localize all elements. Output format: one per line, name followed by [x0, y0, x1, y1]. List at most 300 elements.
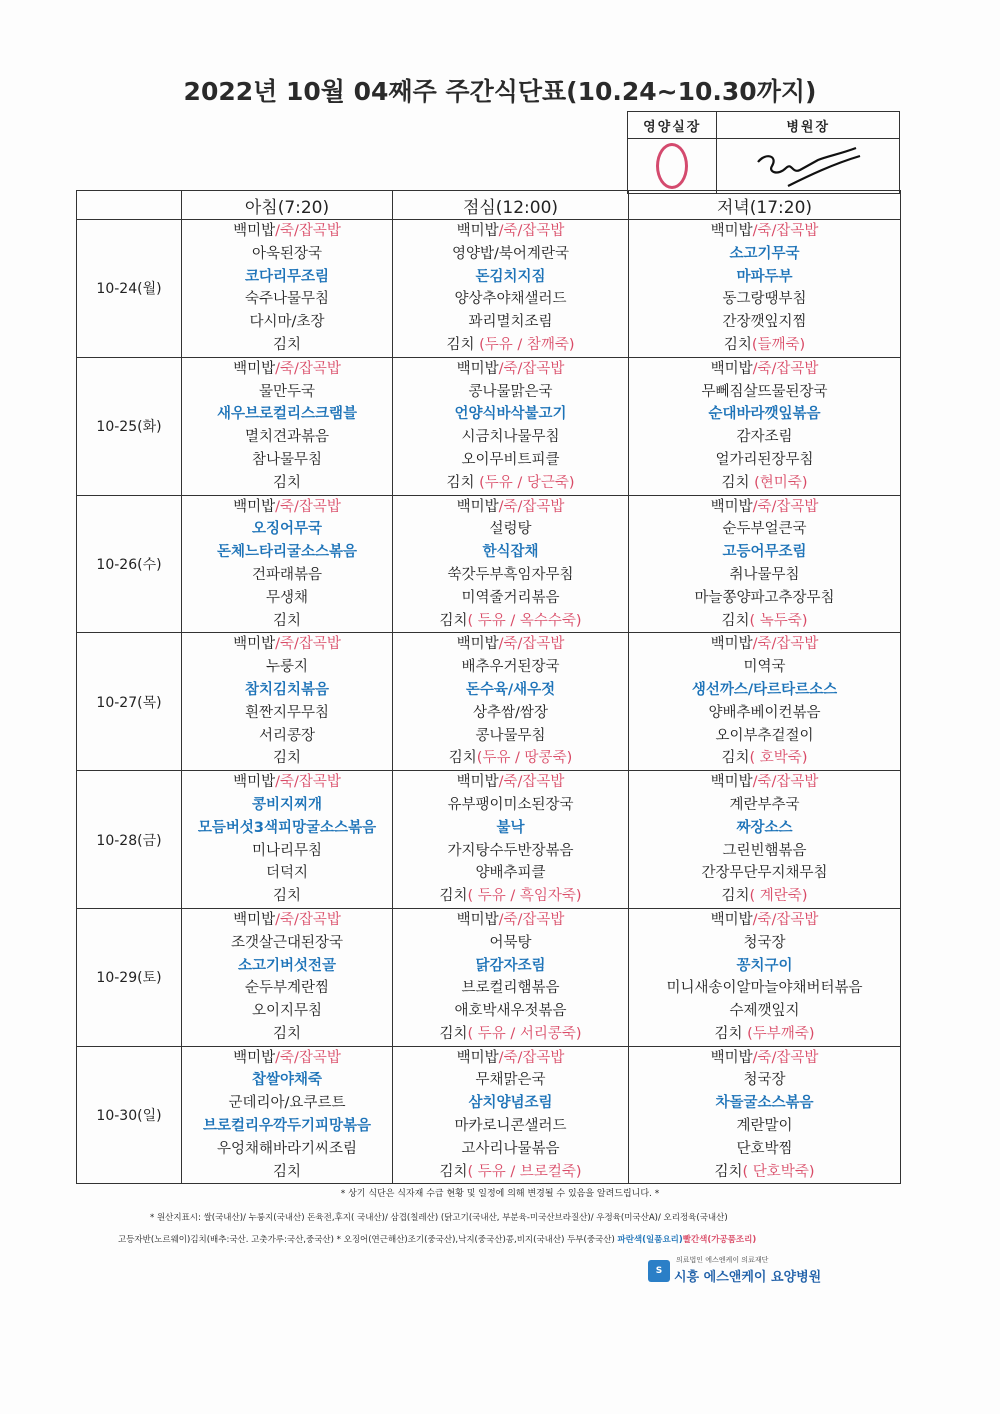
- approval-nutrition-label: 영양실장: [628, 112, 717, 139]
- menu-item-text: 백미밥: [456, 1049, 499, 1066]
- menu-item: [182, 1069, 392, 1092]
- menu-item-text: 흰짠지무무침: [244, 704, 330, 721]
- menu-item: [182, 955, 392, 978]
- menu-item: [393, 747, 628, 770]
- header-dinner: 저녁(17:20): [629, 191, 901, 220]
- menu-item: [393, 610, 628, 633]
- dinner-cell: [629, 220, 901, 358]
- menu-item-text: 무생채: [265, 589, 309, 606]
- menu-item-text: 백미밥: [710, 223, 753, 239]
- menu-item-text: 오이지무침: [251, 1003, 323, 1020]
- menu-item-text: 김치: [723, 336, 752, 353]
- origin-line-1: * 원산지표시: 쌀(국내산)/ 누룽지(국내산) 돈육전,후지( 국내산)/ 삼겹(칠레산) (닭고기(국내산, 부분육-미국산브라질산)/ 우정육(미국산A)/ 오리정육(국내산): [150, 1213, 728, 1223]
- logo-subtitle: 의료법인 에스엔케이 의료재단: [676, 1256, 769, 1264]
- menu-item-text: 참나물무침: [251, 451, 323, 468]
- menu-item: [393, 955, 628, 978]
- menu-item-text: 브로컬리햄볶음: [461, 980, 560, 997]
- menu-item-text: 김치: [714, 1025, 748, 1042]
- menu-item: [393, 932, 628, 955]
- menu-item-text: 조갯살근대된장국: [230, 934, 344, 951]
- menu-item-text: 마카로니콘샐러드: [454, 1118, 567, 1135]
- menu-item: [393, 266, 628, 289]
- menu-item-text: 간장무단무지채무침: [701, 865, 828, 882]
- menu-item-text: 어묵탕: [489, 934, 532, 951]
- menu-item-text: 백미밥: [456, 911, 499, 928]
- menu-item: [629, 381, 900, 404]
- signature-icon: [748, 142, 868, 190]
- menu-item-text: 김치: [721, 750, 750, 767]
- menu-item-text: (현미죽): [754, 474, 808, 491]
- menu-item: [629, 1000, 900, 1023]
- menu-item-text: /죽/잡곡밥: [275, 636, 341, 653]
- menu-item: [182, 334, 392, 357]
- menu-item: [393, 288, 628, 311]
- menu-item-text: 한식잡채: [482, 544, 539, 561]
- menu-item-text: ( 계란죽): [749, 888, 808, 905]
- menu-item: [629, 1161, 900, 1184]
- menu-item-text: 미니새송이알마늘야채버터볶음: [666, 980, 863, 997]
- menu-item: [182, 885, 392, 908]
- menu-item: [629, 1069, 900, 1092]
- logo-name: 시흥 에스앤케이 요양병원: [674, 1270, 822, 1285]
- menu-item: [182, 403, 392, 426]
- menu-item-text: 김치: [439, 612, 468, 629]
- menu-item: [629, 496, 900, 519]
- menu-item-text: 소고기버섯전골: [237, 957, 337, 974]
- day-row: [77, 633, 901, 771]
- menu-item-text: 숙주나물무침: [244, 291, 330, 308]
- menu-item-text: 오징어무국: [251, 521, 323, 538]
- menu-item: [629, 656, 900, 679]
- menu-item: [629, 747, 900, 770]
- menu-item-text: (두유 / 당근죽): [479, 474, 575, 491]
- menu-item-text: 브로컬리우깍두기피망볶음: [202, 1118, 372, 1135]
- dinner-cell: [629, 495, 901, 633]
- lunch-cell: [393, 220, 629, 358]
- menu-item-text: 김치: [272, 336, 301, 353]
- menu-item-text: 무채맑은국: [475, 1072, 546, 1089]
- menu-item-text: (두유 / 참깨죽): [479, 336, 575, 353]
- menu-item: [629, 564, 900, 587]
- menu-item: [393, 771, 628, 794]
- menu-item-text: 계란부추국: [729, 796, 800, 813]
- menu-item: [182, 587, 392, 610]
- menu-item-text: 김치: [721, 888, 750, 905]
- menu-item-text: 백미밥: [233, 774, 276, 791]
- header-row: [77, 191, 901, 220]
- menu-item-text: /죽/잡곡밥: [275, 360, 341, 377]
- menu-item-text: 돈김치지짐: [475, 268, 546, 285]
- menu-item-text: (들깨죽): [751, 336, 806, 353]
- menu-item-text: /죽/잡곡밥: [752, 1049, 819, 1066]
- breakfast-cell: [182, 495, 393, 633]
- menu-item-text: 김치: [272, 750, 301, 767]
- menu-item-text: 백미밥: [456, 360, 499, 377]
- day-row: [77, 908, 901, 1046]
- menu-item-text: ( 두유 / 흑임자죽): [467, 888, 582, 905]
- menu-item: [629, 633, 900, 656]
- approval-stamp-cell: [628, 139, 717, 194]
- menu-item: [629, 472, 900, 495]
- menu-item: [182, 1000, 392, 1023]
- menu-item-text: 김치: [439, 1025, 468, 1042]
- menu-item: [393, 862, 628, 885]
- menu-item-text: /죽/잡곡밥: [275, 911, 341, 928]
- menu-item: [393, 794, 628, 817]
- menu-item-text: 백미밥: [456, 636, 499, 653]
- menu-item: [182, 220, 392, 243]
- menu-item: [182, 311, 392, 334]
- breakfast-cell: [182, 220, 393, 358]
- menu-item: [393, 1069, 628, 1092]
- seal-stamp-icon: [656, 143, 688, 189]
- menu-item-text: (두부깨죽): [747, 1025, 815, 1042]
- menu-item-text: 꽈리멸치조림: [468, 314, 553, 331]
- menu-item: [182, 243, 392, 266]
- header-lunch: 점심(12:00): [393, 191, 629, 220]
- menu-item: [629, 771, 900, 794]
- legend-blue: 파란색(일품요리): [617, 1235, 683, 1245]
- menu-item: [393, 1115, 628, 1138]
- menu-item: [182, 541, 392, 564]
- menu-item: [393, 472, 628, 495]
- menu-item: [393, 1138, 628, 1161]
- menu-item: [629, 587, 900, 610]
- menu-item-text: ( 호박죽): [749, 750, 808, 767]
- menu-item-text: 아욱된장국: [251, 245, 323, 262]
- menu-item: [182, 771, 392, 794]
- menu-item: [629, 518, 900, 541]
- menu-item-text: 콩나물무침: [475, 727, 546, 744]
- menu-item-text: 고사리나물볶음: [461, 1140, 560, 1157]
- menu-item-text: 백미밥: [710, 1049, 753, 1066]
- menu-item: [629, 334, 900, 357]
- menu-item-text: 백미밥: [233, 911, 276, 928]
- menu-item-text: 백미밥: [456, 774, 499, 791]
- menu-item-text: 백미밥: [710, 498, 753, 515]
- day-row: [77, 1046, 901, 1184]
- menu-item-text: 순두부계란찜: [244, 980, 330, 997]
- menu-change-notice: * 상기 식단은 식자재 수급 현황 및 일정에 의해 변경될 수 있음을 알려드립니다. *: [340, 1189, 660, 1199]
- menu-item-text: 미역줄거리볶음: [461, 589, 560, 606]
- approval-signature-cell: [717, 139, 900, 194]
- menu-item-text: 백미밥: [710, 360, 753, 377]
- menu-item-text: 김치: [446, 474, 480, 491]
- lunch-cell: [393, 771, 629, 909]
- menu-item-text: ( 두유 / 서리콩죽): [467, 1025, 582, 1042]
- menu-item: [629, 955, 900, 978]
- menu-item: [629, 266, 900, 289]
- menu-item-text: /죽/잡곡밥: [275, 1049, 341, 1066]
- menu-item-text: 김치: [721, 612, 750, 629]
- menu-item-text: 꽁치구이: [736, 957, 793, 974]
- dinner-cell: [629, 357, 901, 495]
- menu-item: [393, 1000, 628, 1023]
- menu-item-text: 설렁탕: [489, 521, 532, 538]
- menu-item-text: 미역국: [743, 659, 786, 676]
- menu-item: [182, 679, 392, 702]
- menu-item: [182, 266, 392, 289]
- menu-item-text: /죽/잡곡밥: [498, 360, 565, 377]
- menu-item: [182, 840, 392, 863]
- menu-item-text: 상추쌈/쌈장: [473, 704, 548, 721]
- menu-item-text: 미나리무침: [251, 842, 323, 859]
- menu-item-text: 군데리아/요쿠르트: [228, 1095, 346, 1112]
- menu-item: [182, 656, 392, 679]
- menu-item: [182, 472, 392, 495]
- menu-item: [629, 311, 900, 334]
- menu-item-text: 백미밥: [233, 223, 276, 239]
- menu-item: [182, 449, 392, 472]
- menu-item: [182, 1092, 392, 1115]
- menu-item: [393, 518, 628, 541]
- menu-item: [393, 311, 628, 334]
- menu-item-text: 콩나물맑은국: [468, 383, 553, 400]
- header-breakfast: 아침(7:20): [182, 191, 393, 220]
- menu-item: [393, 1092, 628, 1115]
- menu-item: [182, 496, 392, 519]
- menu-item: [182, 1047, 392, 1070]
- menu-item: [629, 288, 900, 311]
- menu-item-text: 더덕지: [265, 865, 309, 882]
- menu-item-text: ( 두유 / 옥수수죽): [467, 612, 582, 629]
- menu-item: [629, 794, 900, 817]
- menu-item-text: 고등어무조림: [722, 544, 807, 561]
- menu-item: [629, 862, 900, 885]
- menu-item-text: 청국장: [743, 1072, 786, 1089]
- menu-item: [393, 541, 628, 564]
- menu-item-text: ( 녹두죽): [749, 612, 808, 629]
- menu-item: [629, 840, 900, 863]
- lunch-cell: [393, 633, 629, 771]
- menu-item-text: 마파두부: [736, 268, 793, 285]
- menu-item-text: 순두부얼큰국: [722, 521, 807, 538]
- lunch-cell: [393, 908, 629, 1046]
- menu-item-text: 백미밥: [233, 360, 276, 377]
- menu-item: [182, 932, 392, 955]
- breakfast-cell: [182, 1046, 393, 1184]
- menu-item: [629, 541, 900, 564]
- lunch-cell: [393, 495, 629, 633]
- menu-item-text: 백미밥: [710, 636, 753, 653]
- menu-item: [393, 909, 628, 932]
- menu-item: [629, 426, 900, 449]
- menu-item-text: 짜장소스: [736, 819, 793, 836]
- menu-item-text: 김치: [272, 1025, 301, 1042]
- menu-item: [182, 564, 392, 587]
- menu-item-text: /죽/잡곡밥: [498, 1049, 565, 1066]
- menu-item: [629, 977, 900, 1000]
- menu-item: [182, 817, 392, 840]
- menu-item-text: /죽/잡곡밥: [498, 498, 565, 515]
- menu-item: [629, 1023, 900, 1046]
- menu-item: [182, 518, 392, 541]
- menu-item-text: 닭감자조림: [475, 957, 546, 974]
- menu-item: [393, 977, 628, 1000]
- menu-item-text: 가지탕수두반장볶음: [447, 842, 574, 859]
- origin-line-2: [118, 1233, 756, 1245]
- dinner-cell: [629, 908, 901, 1046]
- menu-item: [629, 1138, 900, 1161]
- menu-item-text: 멸치견과볶음: [244, 429, 330, 446]
- menu-item-text: 김치: [272, 1163, 301, 1180]
- menu-item-text: 코다리무조림: [244, 268, 330, 285]
- day-row: [77, 495, 901, 633]
- menu-item: [182, 426, 392, 449]
- menu-item: [629, 403, 900, 426]
- menu-item: [629, 702, 900, 725]
- menu-item-text: 취나물무침: [729, 566, 800, 583]
- menu-item: [182, 862, 392, 885]
- menu-table: [76, 190, 901, 1184]
- menu-item-text: 백미밥: [456, 223, 499, 239]
- menu-item: [629, 817, 900, 840]
- day-row: [77, 220, 901, 358]
- menu-item-text: 쑥갓두부흑임자무침: [447, 566, 574, 583]
- menu-item: [393, 496, 628, 519]
- menu-item: [393, 381, 628, 404]
- menu-item-text: 수제깻잎지: [729, 1003, 800, 1020]
- day-row: [77, 357, 901, 495]
- breakfast-cell: [182, 357, 393, 495]
- menu-item: [182, 633, 392, 656]
- menu-item: [393, 679, 628, 702]
- menu-item-text: /죽/잡곡밥: [752, 911, 819, 928]
- menu-item-text: /죽/잡곡밥: [498, 911, 565, 928]
- menu-item-text: 간장깻잎지찜: [722, 314, 807, 331]
- menu-item: [182, 747, 392, 770]
- menu-item-text: 김치: [721, 474, 755, 491]
- menu-item-text: 돈수육/새우젓: [465, 681, 556, 698]
- menu-item: [182, 725, 392, 748]
- menu-item-text: /죽/잡곡밥: [275, 498, 341, 515]
- menu-item-text: 건파래볶음: [251, 566, 323, 583]
- menu-item-text: 계란말이: [736, 1118, 793, 1135]
- menu-item-text: /죽/잡곡밥: [498, 636, 565, 653]
- menu-item: [182, 288, 392, 311]
- lunch-cell: [393, 1046, 629, 1184]
- day-date: 10-29(토): [77, 908, 182, 1046]
- menu-item: [182, 1023, 392, 1046]
- menu-item: [393, 1047, 628, 1070]
- menu-item-text: 시금치나물무침: [461, 429, 560, 446]
- menu-item: [393, 1161, 628, 1184]
- menu-item-text: 마늘쫑양파고추장무침: [694, 589, 835, 606]
- menu-item-text: /죽/잡곡밥: [752, 360, 819, 377]
- menu-item-text: 영양밥/북어계란국: [452, 245, 569, 262]
- menu-item-text: 콩비지찌개: [251, 796, 323, 813]
- menu-item-text: 동그랑땡부침: [722, 291, 807, 308]
- menu-item-text: 김치: [272, 612, 301, 629]
- menu-item: [393, 449, 628, 472]
- menu-item-text: 모듬버섯3색피망굴소스볶음: [197, 819, 377, 836]
- menu-item: [393, 243, 628, 266]
- menu-item: [629, 449, 900, 472]
- menu-item: [393, 587, 628, 610]
- menu-item-text: 배추우거된장국: [461, 659, 560, 676]
- approval-box: [627, 111, 900, 194]
- menu-item-text: 김치: [448, 750, 477, 767]
- menu-item: [629, 932, 900, 955]
- menu-item-text: 김치: [272, 474, 301, 491]
- menu-item: [629, 725, 900, 748]
- menu-item-text: /죽/잡곡밥: [275, 774, 341, 791]
- menu-item-text: 백미밥: [233, 636, 276, 653]
- menu-item-text: /죽/잡곡밥: [752, 223, 819, 239]
- menu-item-text: 새우브로컬리스크램블: [216, 406, 358, 423]
- menu-item-text: ( 두유 / 브로컬죽): [467, 1163, 582, 1180]
- page-title: 2022년 10월 04째주 주간식단표(10.24~10.30까지): [183, 77, 817, 106]
- menu-item: [393, 840, 628, 863]
- menu-item-text: 생선까스/타르타르소스: [691, 681, 838, 698]
- menu-item-text: 김치: [446, 336, 480, 353]
- menu-item-text: 오이부추겉절이: [715, 727, 814, 744]
- menu-item-text: 물만두국: [258, 383, 316, 400]
- approval-director-label: 병원장: [717, 112, 900, 139]
- menu-item-text: 참치김치볶음: [244, 681, 330, 698]
- menu-item: [182, 702, 392, 725]
- menu-item-text: (두유 / 땅콩죽): [476, 750, 573, 767]
- menu-item: [629, 1115, 900, 1138]
- menu-item-text: 김치: [439, 888, 468, 905]
- menu-item: [629, 243, 900, 266]
- menu-item-text: 김치: [439, 1163, 468, 1180]
- day-date: 10-27(목): [77, 633, 182, 771]
- menu-item: [393, 656, 628, 679]
- menu-item-text: 감자조림: [736, 429, 793, 446]
- dinner-cell: [629, 633, 901, 771]
- menu-item: [182, 610, 392, 633]
- menu-item-text: 애호박새우젓볶음: [454, 1003, 567, 1020]
- logo-mark-icon: S: [648, 1260, 670, 1282]
- menu-item-text: 백미밥: [710, 774, 753, 791]
- menu-item: [393, 564, 628, 587]
- menu-item: [182, 381, 392, 404]
- menu-item: [629, 1047, 900, 1070]
- header-date: [77, 191, 182, 220]
- lunch-cell: [393, 357, 629, 495]
- menu-item-text: ( 단호박죽): [742, 1163, 815, 1180]
- menu-item: [182, 1161, 392, 1184]
- menu-item-text: 김치: [272, 888, 301, 905]
- menu-item: [629, 909, 900, 932]
- menu-item: [393, 725, 628, 748]
- menu-item-text: 유부팽이미소된장국: [447, 796, 574, 813]
- menu-item-text: 돈체느타리굴소스볶음: [216, 544, 358, 561]
- day-date: 10-25(화): [77, 357, 182, 495]
- menu-item-text: 서리콩장: [258, 727, 316, 744]
- menu-item-text: 백미밥: [233, 1049, 276, 1066]
- legend-red: 빨간색(가공품조리): [682, 1235, 757, 1245]
- breakfast-cell: [182, 633, 393, 771]
- menu-item-text: /죽/잡곡밥: [498, 774, 565, 791]
- menu-item-text: 다시마/초장: [249, 314, 325, 331]
- menu-item-text: 무뻬짐살뜨물된장국: [701, 383, 828, 400]
- menu-item-text: 백미밥: [456, 498, 499, 515]
- menu-item: [629, 358, 900, 381]
- menu-item: [182, 909, 392, 932]
- menu-item-text: 차돌굴소스볶음: [715, 1095, 814, 1112]
- menu-item-text: /죽/잡곡밥: [275, 223, 341, 239]
- menu-item-text: 찹쌀야채죽: [251, 1072, 323, 1089]
- menu-item: [393, 885, 628, 908]
- menu-item-text: 김치: [714, 1163, 743, 1180]
- menu-item-text: 누룽지: [265, 659, 309, 676]
- menu-item: [393, 817, 628, 840]
- menu-item: [629, 679, 900, 702]
- day-date: 10-24(월): [77, 220, 182, 358]
- menu-item-text: /죽/잡곡밥: [752, 498, 819, 515]
